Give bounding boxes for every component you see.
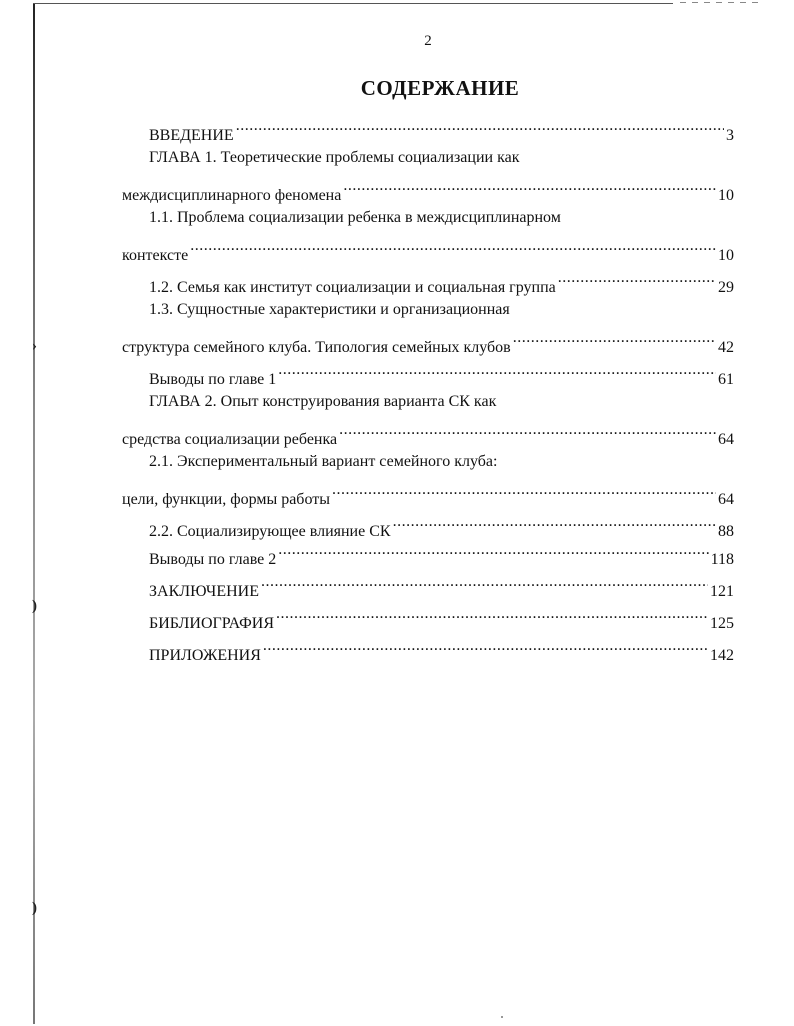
dot-leader (278, 536, 708, 564)
toc-entry-text: цели, функции, формы работы (122, 491, 330, 508)
dot-leader (261, 568, 708, 596)
scan-edge-left (33, 4, 35, 1024)
toc-entry-text: ПРИЛОЖЕНИЯ (149, 647, 261, 664)
dot-leader (558, 264, 716, 292)
toc-entry-text: 2.1. Экспериментальный вариант семейного клуба: (149, 453, 498, 470)
dot-leader (343, 172, 716, 200)
dot-leader (278, 356, 716, 384)
toc-entry-text: 2.2. Социализирующее влияние СК (149, 523, 391, 540)
toc-page-number: 118 (710, 551, 734, 568)
toc-entry-section-1-3[interactable] (122, 296, 734, 356)
toc-entry-section-2-2[interactable] (122, 508, 734, 540)
toc-entry-conclusions-2[interactable] (122, 536, 734, 568)
toc-entry-text: ЗАКЛЮЧЕНИЕ (149, 583, 259, 600)
toc-entry-text: 1.2. Семья как институт социализации и социальная группа (149, 279, 556, 296)
dot-leader (513, 324, 716, 352)
toc-page-number: 10 (718, 187, 734, 204)
dot-leader (276, 600, 708, 628)
toc-page-number: 29 (718, 279, 734, 296)
toc-entry-text: Выводы по главе 1 (149, 371, 277, 388)
binding-mark: ) (32, 598, 37, 614)
toc-entry-chapter-1[interactable] (122, 144, 734, 204)
binding-mark: ) (32, 900, 37, 916)
toc-page-number: 42 (718, 339, 734, 356)
binding-mark: › (32, 338, 37, 354)
toc-entry-conclusion[interactable] (122, 568, 734, 600)
toc-entry-section-1-2[interactable] (122, 264, 734, 296)
dot-leader (339, 416, 716, 444)
toc-entry-chapter-2[interactable] (122, 388, 734, 448)
toc-entry-introduction[interactable] (122, 112, 734, 144)
toc-page-number: 10 (718, 247, 734, 264)
toc-page-number: 64 (718, 491, 734, 508)
toc-entry-text: ГЛАВА 2. Опыт конструирования варианта СК как (149, 393, 497, 410)
toc-entry-text: контексте (122, 247, 189, 264)
toc-entry-text: структура семейного клуба. Типология семейных клубов (122, 339, 511, 356)
toc-entry-text: Выводы по главе 2 (149, 551, 277, 568)
toc-entry-appendices[interactable] (122, 632, 734, 664)
dot-leader (263, 632, 708, 660)
dot-leader (393, 508, 716, 536)
toc-entry-text: ГЛАВА 1. Теоретические проблемы социализации как (149, 149, 520, 166)
toc-page-number: 121 (710, 583, 734, 600)
toc-entry-section-1-1[interactable] (122, 204, 734, 264)
dot-leader (236, 112, 724, 140)
toc-entry-text: междисциплинарного феномена (122, 187, 342, 204)
toc-entry-bibliography[interactable] (122, 600, 734, 632)
toc-page-number: 61 (718, 371, 734, 388)
scan-edge-top (33, 3, 673, 4)
toc-page-number: 142 (710, 647, 734, 664)
toc-page-number: 64 (718, 431, 734, 448)
toc-title: СОДЕРЖАНИЕ (360, 76, 520, 100)
page-number: 2 (424, 33, 432, 49)
table-of-contents (122, 112, 734, 664)
dot-leader (332, 476, 716, 504)
toc-entry-conclusions-1[interactable] (122, 356, 734, 388)
toc-entry-text: средства социализации ребенка (122, 431, 338, 448)
toc-entry-section-2-1[interactable] (122, 448, 734, 508)
toc-page-number: 88 (718, 523, 734, 540)
toc-entry-text: 1.3. Сущностные характеристики и организационная (149, 301, 510, 318)
dot-leader (190, 232, 716, 260)
toc-page-number: 3 (726, 127, 734, 144)
toc-entry-text: БИБЛИОГРАФИЯ (149, 615, 275, 632)
toc-page-number: 125 (710, 615, 734, 632)
toc-entry-text: ВВЕДЕНИЕ (149, 127, 234, 144)
scan-speck (501, 1016, 503, 1018)
toc-entry-text: 1.1. Проблема социализации ребенка в междисциплинарном (149, 209, 561, 226)
scan-edge-top-dashed (680, 2, 760, 3)
